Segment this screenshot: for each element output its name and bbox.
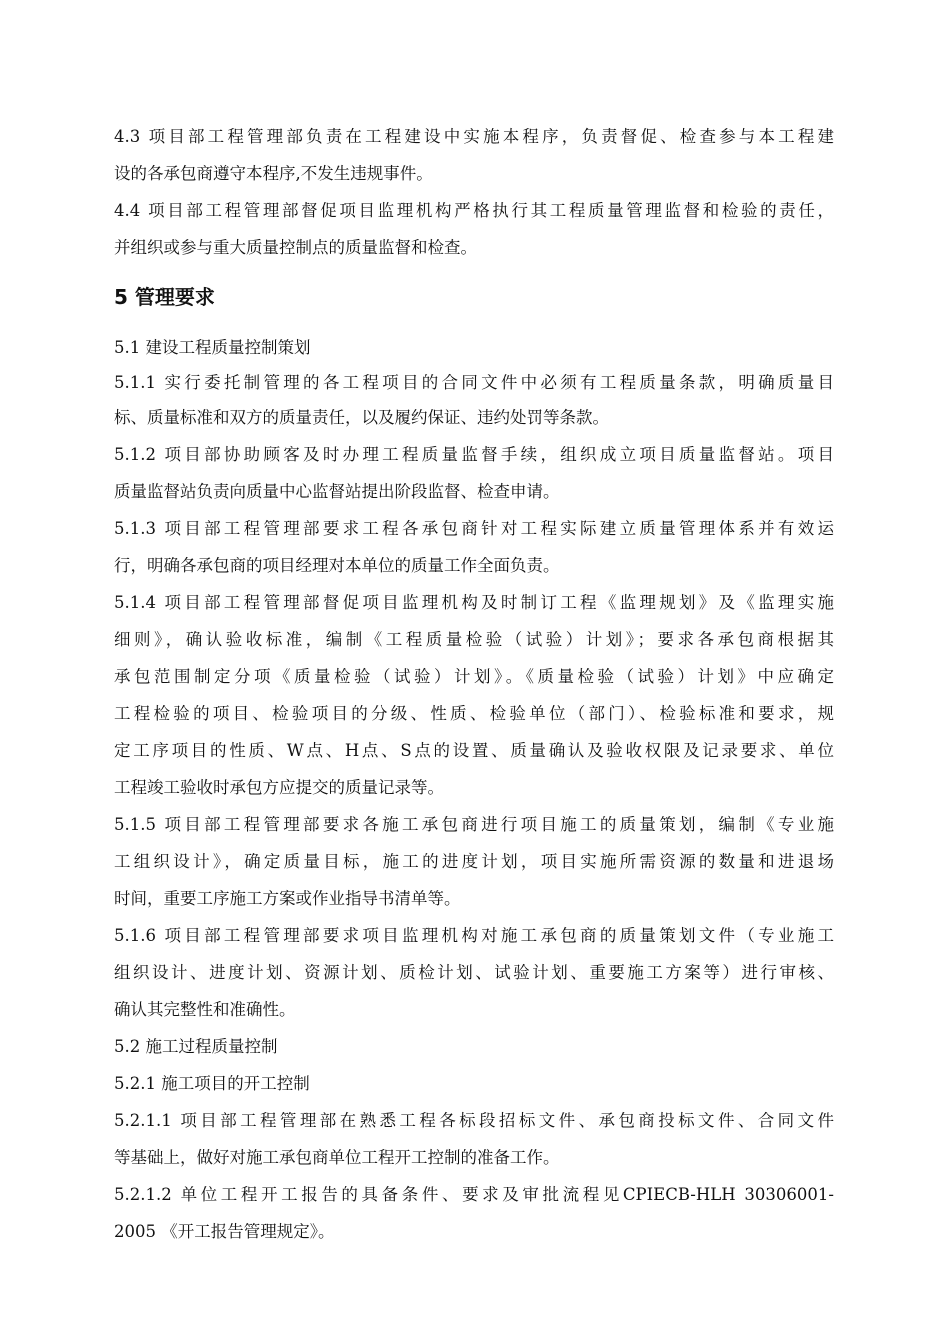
line-5-2-1-2-a: 5.2.1.2 单位工程开工报告的具备条件、要求及审批流程见CPIECB-HLH 30306001- — [114, 1185, 834, 1204]
line-5-1-4-b: 细则》，确认验收标准，编制《工程质量检验（试验）计划》；要求各承包商根据其 — [114, 630, 834, 649]
line-5-1-5-a: 5.1.5 项目部工程管理部要求各施工承包商进行项目施工的质量策划，编制《专业施 — [114, 815, 834, 834]
line-5-2-1-1-a: 5.2.1.1 项目部工程管理部在熟悉工程各标段招标文件、承包商投标文件、合同文件 — [114, 1111, 834, 1130]
line-5-1-3-a: 5.1.3 项目部工程管理部要求工程各承包商针对工程实际建立质量管理体系并有效运 — [114, 519, 834, 538]
line-5-1-5-b: 工组织设计》，确定质量目标，施工的进度计划，项目实施所需资源的数量和进退场 — [114, 852, 834, 871]
line-5-2-1: 5.2.1 施工项目的开工控制 — [114, 1074, 310, 1093]
line-5-1-6-c: 确认其完整性和准确性。 — [114, 1000, 296, 1019]
line-5-1-2-b: 质量监督站负责向质量中心监督站提出阶段监督、检查申请。 — [114, 482, 560, 501]
line-4-4-b: 并组织或参与重大质量控制点的质量监督和检查。 — [114, 238, 477, 257]
line-5-2: 5.2 施工过程质量控制 — [114, 1037, 278, 1056]
line-5-1-2-a: 5.1.2 项目部协助顾客及时办理工程质量监督手续，组织成立项目质量监督站。项目 — [114, 445, 834, 464]
line-4-3-b: 设的各承包商遵守本程序,不发生违规事件。 — [114, 164, 433, 183]
line-5-2-1-1-b: 等基础上，做好对施工承包商单位工程开工控制的准备工作。 — [114, 1148, 560, 1167]
line-4-3-a: 4.3 项目部工程管理部负责在工程建设中实施本程序，负责督促、检查参与本工程建 — [114, 127, 834, 146]
line-5-1-6-a: 5.1.6 项目部工程管理部要求项目监理机构对施工承包商的质量策划文件（专业施工 — [114, 926, 834, 945]
line-5-1-5-c: 时间，重要工序施工方案或作业指导书清单等。 — [114, 889, 461, 908]
line-5-1-4-e: 定工序项目的性质、W点、H点、S点的设置、质量确认及验收权限及记录要求、单位 — [114, 741, 834, 760]
line-5-1: 5.1 建设工程质量控制策划 — [114, 338, 311, 357]
line-5-1-4-c: 承包范围制定分项《质量检验（试验）计划》。《质量检验（试验）计划》中应确定 — [114, 667, 834, 686]
line-5-1-4-f: 工程竣工验收时承包方应提交的质量记录等。 — [114, 778, 444, 797]
section-5-heading: 5 管理要求 — [114, 285, 215, 309]
line-4-4-a: 4.4 项目部工程管理部督促项目监理机构严格执行其工程质量管理监督和检验的责任， — [114, 201, 834, 220]
line-5-1-4-a: 5.1.4 项目部工程管理部督促项目监理机构及时制订工程《监理规划》及《监理实施 — [114, 593, 834, 612]
line-5-1-1-a: 5.1.1 实行委托制管理的各工程项目的合同文件中必须有工程质量条款，明确质量目 — [114, 373, 834, 392]
line-5-1-6-b: 组织设计、进度计划、资源计划、质检计划、试验计划、重要施工方案等）进行审核、 — [114, 963, 834, 982]
line-5-2-1-2-b: 2005 《开工报告管理规定》。 — [114, 1222, 335, 1241]
line-5-1-3-b: 行，明确各承包商的项目经理对本单位的质量工作全面负责。 — [114, 556, 560, 575]
line-5-1-4-d: 工程检验的项目、检验项目的分级、性质、检验单位（部门）、检验标准和要求，规 — [114, 704, 834, 723]
line-5-1-1-b: 标、质量标准和双方的质量责任，以及履约保证、违约处罚等条款。 — [114, 408, 609, 427]
